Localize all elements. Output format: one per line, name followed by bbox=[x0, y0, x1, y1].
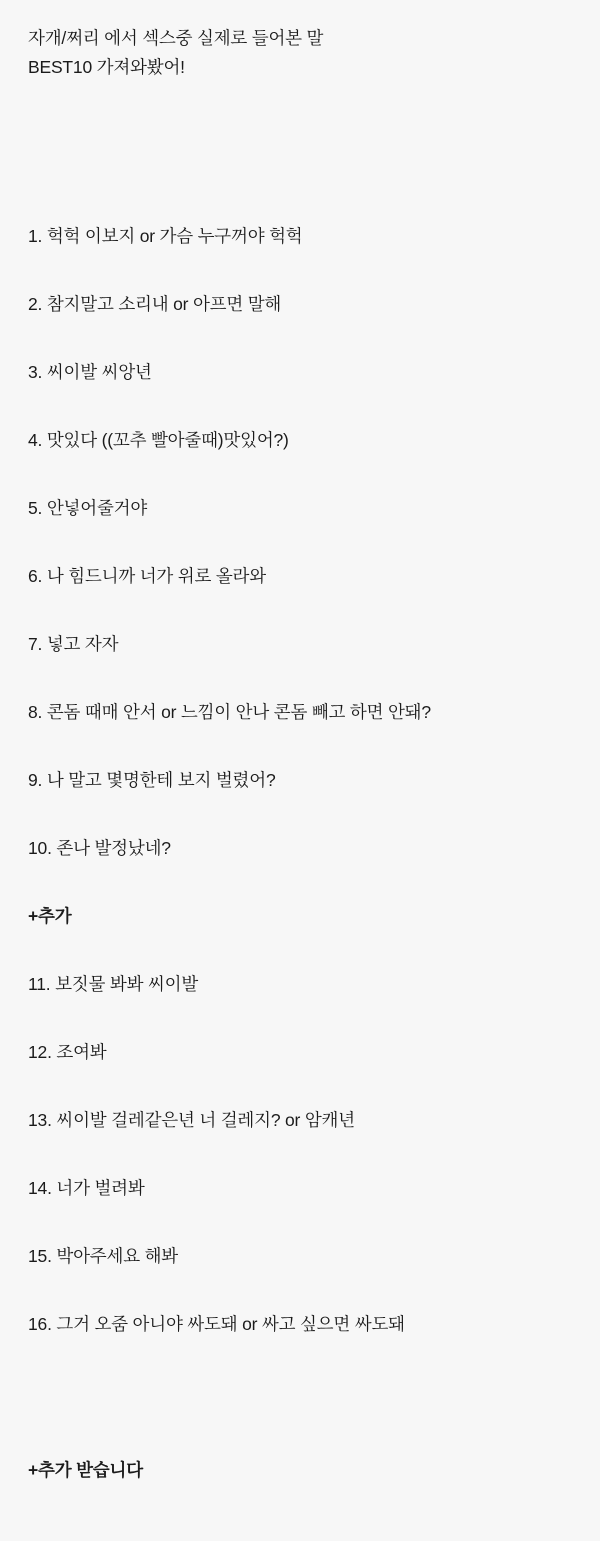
list-item: 5. 안넣어줄거야 bbox=[28, 498, 148, 518]
list-item: 15. 박아주세요 해봐 bbox=[28, 1246, 178, 1266]
list-item: 2. 참지말고 소리내 or 아프면 말해 bbox=[28, 294, 282, 314]
list-item: 6. 나 힘드니까 너가 위로 올라와 bbox=[28, 566, 266, 586]
list-item: 14. 너가 벌려봐 bbox=[28, 1178, 145, 1198]
best-list bbox=[28, 224, 572, 860]
document-header bbox=[28, 18, 572, 82]
header-spacer bbox=[28, 82, 572, 224]
list-item: 12. 조여봐 bbox=[28, 1042, 107, 1062]
list-item: 3. 씨이발 씨앙년 bbox=[28, 362, 152, 382]
extra-list bbox=[28, 972, 572, 1336]
list-item: 10. 존나 발정났네? bbox=[28, 838, 171, 858]
list-item: 7. 넣고 자자 bbox=[28, 634, 119, 654]
list-item: 1. 헉헉 이보지 or 가슴 누구꺼야 헉헉 bbox=[28, 226, 303, 246]
title-line-2: BEST10 가져와봤어! bbox=[28, 57, 185, 77]
footer-spacer bbox=[28, 1380, 572, 1458]
footer-note: +추가 받습니다 bbox=[28, 1460, 143, 1480]
list-item: 9. 나 말고 몇명한테 보지 벌렸어? bbox=[28, 770, 276, 790]
list-item: 11. 보짓물 봐봐 씨이발 bbox=[28, 974, 199, 994]
list-item: 13. 씨이발 걸레같은년 너 걸레지? or 암캐년 bbox=[28, 1110, 355, 1130]
title-line-1: 자개/쩌리 에서 섹스중 실제로 들어본 말 bbox=[28, 28, 324, 48]
list-item: 16. 그거 오줌 아니야 싸도돼 or 싸고 싶으면 싸도돼 bbox=[28, 1314, 405, 1334]
list-item: 4. 맛있다 ((꼬추 빨아줄때)맛있어?) bbox=[28, 430, 289, 450]
extra-section-label: +추가 bbox=[28, 906, 72, 926]
list-item: 8. 콘돔 때매 안서 or 느낌이 안나 콘돔 빼고 하면 안돼? bbox=[28, 702, 431, 722]
